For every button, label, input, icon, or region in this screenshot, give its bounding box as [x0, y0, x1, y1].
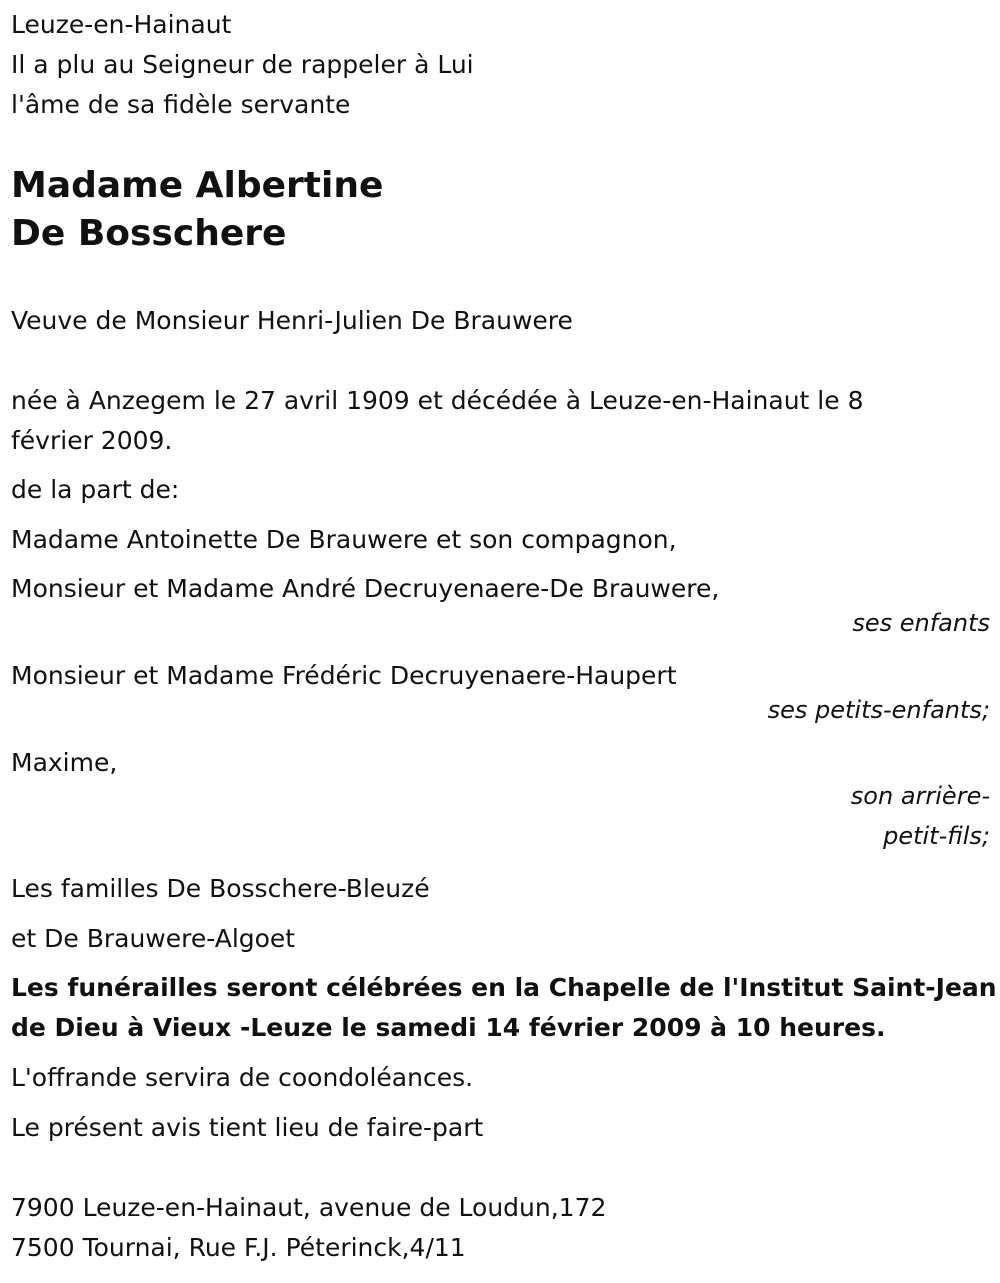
notice-note: Le présent avis tient lieu de faire-part	[11, 1113, 484, 1142]
dates-line-2: février 2009.	[11, 426, 173, 455]
great-grandchild-label-2: petit-fils;	[883, 822, 990, 850]
dates-line-1: née à Anzegem le 27 avril 1909 et décédée à Leuze-en-Hainaut le 8	[11, 386, 864, 415]
address-line: 7500 Tournai, Rue F.J. Péterinck,4/11	[11, 1233, 466, 1262]
offering-note: L'offrande servira de coondoléances.	[11, 1063, 474, 1092]
child-entry: Madame Antoinette De Brauwere et son compagnon,	[11, 525, 677, 554]
address-line: 7900 Leuze-en-Hainaut, avenue de Loudun,172	[11, 1193, 607, 1222]
funeral-line-2: de Dieu à Vieux -Leuze le samedi 14 février 2009 à 10 heures.	[11, 1013, 886, 1042]
intro-line-1: Il a plu au Seigneur de rappeler à Lui	[11, 50, 474, 79]
grandchildren-label: ses petits-enfants;	[767, 696, 990, 724]
children-label: ses enfants	[852, 609, 990, 637]
child-entry: Monsieur et Madame André Decruyenaere-De Brauwere,	[11, 574, 720, 603]
grandchildren-entry: Monsieur et Madame Frédéric Decruyenaere-Haupert	[11, 661, 677, 690]
great-grandchild-entry: Maxime,	[11, 748, 118, 777]
deceased-name-line-1: Madame Albertine	[11, 165, 384, 206]
families-line-1: Les familles De Bosschere-Bleuzé	[11, 874, 430, 903]
funeral-line-1: Les funérailles seront célébrées en la Chapelle de l'Institut Saint-Jean	[11, 973, 997, 1002]
deceased-name-line-2: De Bosschere	[11, 213, 287, 254]
location-heading: Leuze-en-Hainaut	[11, 10, 232, 39]
intro-line-2: l'âme de sa fidèle servante	[11, 90, 351, 119]
widow-of: Veuve de Monsieur Henri-Julien De Brauwere	[11, 306, 573, 335]
family-intro: de la part de:	[11, 475, 180, 504]
great-grandchild-label-1: son arrière-	[850, 782, 990, 810]
families-line-2: et De Brauwere-Algoet	[11, 924, 296, 953]
